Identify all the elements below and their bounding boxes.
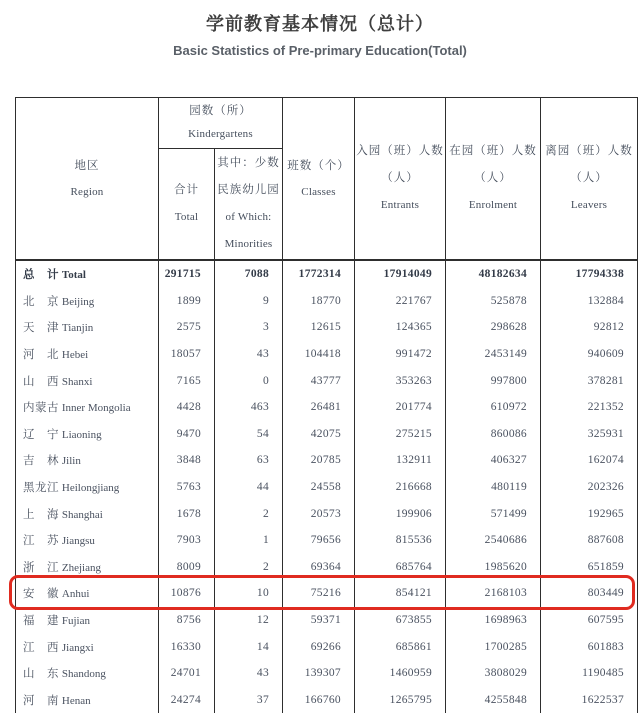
value-cell: 1265795 (355, 687, 446, 713)
value-cell: 24558 (283, 474, 355, 501)
value-cell: 17914049 (355, 260, 446, 288)
statistics-table (15, 97, 638, 713)
value-cell: 8756 (159, 607, 215, 634)
value-cell: 463 (215, 394, 283, 421)
value-cell: 2453149 (446, 341, 541, 368)
region-name-en: Zhejiang (62, 562, 101, 574)
value-cell: 124365 (355, 314, 446, 341)
value-cell: 43777 (283, 367, 355, 394)
region-cell (16, 660, 159, 687)
header-minorities-zh1: 其中：少数 (217, 150, 280, 177)
value-cell: 673855 (355, 607, 446, 634)
value-cell: 12 (215, 607, 283, 634)
value-cell: 1622537 (541, 687, 638, 713)
value-cell: 162074 (541, 447, 638, 474)
value-cell: 201774 (355, 394, 446, 421)
value-cell: 1190485 (541, 660, 638, 687)
table-row (16, 367, 638, 394)
region-cell (16, 580, 159, 607)
header-classes-en: Classes (301, 179, 335, 205)
region-cell (16, 607, 159, 634)
region-cell (16, 527, 159, 554)
value-cell: 4428 (159, 394, 215, 421)
header-minorities (215, 149, 283, 261)
value-cell: 79656 (283, 527, 355, 554)
value-cell: 20785 (283, 447, 355, 474)
table-row (16, 554, 638, 581)
region-cell (16, 367, 159, 394)
value-cell: 18770 (283, 288, 355, 315)
header-classes (283, 98, 355, 261)
statistics-table-wrapper (15, 97, 638, 713)
region-cell (16, 447, 159, 474)
value-cell: 353263 (355, 367, 446, 394)
table-row (16, 580, 638, 607)
value-cell: 221352 (541, 394, 638, 421)
value-cell: 24701 (159, 660, 215, 687)
value-cell: 63 (215, 447, 283, 474)
value-cell: 192965 (541, 500, 638, 527)
value-cell: 1698963 (446, 607, 541, 634)
value-cell: 20573 (283, 500, 355, 527)
value-cell: 607595 (541, 607, 638, 634)
value-cell: 69266 (283, 633, 355, 660)
region-cell (16, 288, 159, 315)
region-name-zh: 浙 江 (23, 562, 59, 574)
region-name-zh: 黑龙江 (23, 482, 59, 494)
region-cell (16, 394, 159, 421)
region-name-en: Henan (62, 695, 91, 707)
header-minorities-en1: of Which: (226, 204, 272, 231)
value-cell: 7088 (215, 260, 283, 288)
value-cell: 202326 (541, 474, 638, 501)
region-name-en: Total (62, 269, 86, 281)
region-name-zh: 山 西 (23, 376, 59, 388)
table-row (16, 421, 638, 448)
value-cell: 132884 (541, 288, 638, 315)
value-cell: 24274 (159, 687, 215, 713)
header-entrants-unit: （人） (381, 165, 419, 192)
region-cell (16, 500, 159, 527)
value-cell: 685764 (355, 554, 446, 581)
value-cell: 2540686 (446, 527, 541, 554)
value-cell: 991472 (355, 341, 446, 368)
value-cell: 1460959 (355, 660, 446, 687)
value-cell: 5763 (159, 474, 215, 501)
value-cell: 18057 (159, 341, 215, 368)
value-cell: 43 (215, 341, 283, 368)
region-cell (16, 341, 159, 368)
header-kindergartens-en: Kindergartens (188, 123, 253, 146)
value-cell: 2575 (159, 314, 215, 341)
region-name-en: Shanghai (62, 509, 103, 521)
header-minorities-en2: Minorities (225, 231, 273, 258)
region-name-en: Liaoning (62, 429, 102, 441)
value-cell: 1700285 (446, 633, 541, 660)
page-subtitle: Basic Statistics of Pre-primary Education(Total) (0, 43, 640, 58)
value-cell: 1899 (159, 288, 215, 315)
value-cell: 3848 (159, 447, 215, 474)
value-cell: 4255848 (446, 687, 541, 713)
value-cell: 378281 (541, 367, 638, 394)
header-total-zh: 合计 (174, 177, 199, 204)
header-leavers-zh: 离园（班）人数 (545, 138, 633, 165)
region-cell (16, 314, 159, 341)
value-cell: 1 (215, 527, 283, 554)
region-cell (16, 474, 159, 501)
value-cell: 7903 (159, 527, 215, 554)
header-enrolment-en: Enrolment (469, 192, 517, 219)
header-region-en: Region (71, 179, 104, 205)
value-cell: 3 (215, 314, 283, 341)
header-kindergartens-group (159, 98, 283, 149)
header-leavers-en: Leavers (571, 192, 607, 219)
region-name-en: Jilin (62, 455, 81, 467)
region-name-zh: 江 西 (23, 642, 59, 654)
page-title: 学前教育基本情况（总计） (0, 10, 640, 36)
value-cell: 2 (215, 554, 283, 581)
header-leavers-unit: （人） (570, 165, 608, 192)
value-cell: 525878 (446, 288, 541, 315)
region-cell (16, 554, 159, 581)
region-name-zh: 辽 宁 (23, 429, 59, 441)
value-cell: 325931 (541, 421, 638, 448)
header-entrants-en: Entrants (381, 192, 419, 219)
table-row (16, 341, 638, 368)
value-cell: 480119 (446, 474, 541, 501)
table-row (16, 687, 638, 713)
table-row (16, 447, 638, 474)
value-cell: 26481 (283, 394, 355, 421)
value-cell: 166760 (283, 687, 355, 713)
value-cell: 12615 (283, 314, 355, 341)
value-cell: 48182634 (446, 260, 541, 288)
table-row (16, 394, 638, 421)
region-name-zh: 福 建 (23, 615, 59, 627)
value-cell: 1985620 (446, 554, 541, 581)
value-cell: 17794338 (541, 260, 638, 288)
region-cell (16, 260, 159, 288)
value-cell: 44 (215, 474, 283, 501)
region-name-zh: 总 计 (23, 269, 59, 281)
value-cell: 2 (215, 500, 283, 527)
value-cell: 9 (215, 288, 283, 315)
region-name-en: Shandong (62, 668, 106, 680)
value-cell: 139307 (283, 660, 355, 687)
value-cell: 10 (215, 580, 283, 607)
region-name-en: Shanxi (62, 376, 93, 388)
header-kindergartens-zh: 园数（所） (189, 100, 252, 123)
region-name-en: Fujian (62, 615, 90, 627)
value-cell: 9470 (159, 421, 215, 448)
region-name-zh: 北 京 (23, 296, 59, 308)
region-name-zh: 河 南 (23, 695, 59, 707)
value-cell: 997800 (446, 367, 541, 394)
value-cell: 887608 (541, 527, 638, 554)
value-cell: 291715 (159, 260, 215, 288)
value-cell: 8009 (159, 554, 215, 581)
value-cell: 601883 (541, 633, 638, 660)
header-enrolment-zh: 在园（班）人数 (449, 138, 537, 165)
value-cell: 854121 (355, 580, 446, 607)
header-minorities-zh2: 民族幼儿园 (217, 177, 280, 204)
header-entrants (355, 98, 446, 261)
value-cell: 7165 (159, 367, 215, 394)
header-entrants-zh: 入园（班）人数 (356, 138, 444, 165)
value-cell: 14 (215, 633, 283, 660)
value-cell: 275215 (355, 421, 446, 448)
value-cell: 92812 (541, 314, 638, 341)
region-cell (16, 421, 159, 448)
region-name-en: Jiangxi (62, 642, 94, 654)
region-name-en: Beijing (62, 296, 94, 308)
region-name-zh: 山 东 (23, 668, 59, 680)
value-cell: 2168103 (446, 580, 541, 607)
value-cell: 69364 (283, 554, 355, 581)
header-classes-zh: 班数（个） (287, 153, 350, 179)
value-cell: 860086 (446, 421, 541, 448)
value-cell: 42075 (283, 421, 355, 448)
header-total-en: Total (175, 204, 198, 231)
region-name-zh: 内蒙古 (23, 402, 59, 414)
value-cell: 199906 (355, 500, 446, 527)
value-cell: 815536 (355, 527, 446, 554)
region-name-zh: 河 北 (23, 349, 59, 361)
value-cell: 3808029 (446, 660, 541, 687)
table-row (16, 314, 638, 341)
value-cell: 221767 (355, 288, 446, 315)
value-cell: 298628 (446, 314, 541, 341)
value-cell: 59371 (283, 607, 355, 634)
table-row (16, 660, 638, 687)
header-enrolment (446, 98, 541, 261)
region-name-en: Heilongjiang (62, 482, 119, 494)
table-row (16, 500, 638, 527)
region-name-en: Tianjin (62, 322, 93, 334)
value-cell: 571499 (446, 500, 541, 527)
table-row (16, 474, 638, 501)
table-header (16, 98, 638, 261)
value-cell: 1678 (159, 500, 215, 527)
header-region (16, 98, 159, 261)
table-row (16, 527, 638, 554)
table-row (16, 260, 638, 288)
value-cell: 685861 (355, 633, 446, 660)
region-name-zh: 天 津 (23, 322, 59, 334)
value-cell: 940609 (541, 341, 638, 368)
region-name-en: Jiangsu (62, 535, 95, 547)
value-cell: 37 (215, 687, 283, 713)
region-cell (16, 633, 159, 660)
value-cell: 0 (215, 367, 283, 394)
value-cell: 132911 (355, 447, 446, 474)
value-cell: 1772314 (283, 260, 355, 288)
value-cell: 406327 (446, 447, 541, 474)
table-row (16, 607, 638, 634)
header-leavers (541, 98, 638, 261)
table-row (16, 288, 638, 315)
table-body (16, 260, 638, 713)
region-name-en: Hebei (62, 349, 88, 361)
header-region-zh: 地区 (75, 153, 100, 179)
value-cell: 10876 (159, 580, 215, 607)
region-name-en: Anhui (62, 588, 90, 600)
value-cell: 651859 (541, 554, 638, 581)
region-cell (16, 687, 159, 713)
region-name-zh: 江 苏 (23, 535, 59, 547)
header-total (159, 149, 215, 261)
value-cell: 43 (215, 660, 283, 687)
value-cell: 104418 (283, 341, 355, 368)
value-cell: 803449 (541, 580, 638, 607)
value-cell: 16330 (159, 633, 215, 660)
region-name-zh: 上 海 (23, 509, 59, 521)
region-name-zh: 吉 林 (23, 455, 59, 467)
header-enrolment-unit: （人） (474, 165, 512, 192)
value-cell: 216668 (355, 474, 446, 501)
region-name-zh: 安 徽 (23, 588, 59, 600)
value-cell: 610972 (446, 394, 541, 421)
region-name-en: Inner Mongolia (62, 402, 131, 414)
value-cell: 75216 (283, 580, 355, 607)
value-cell: 54 (215, 421, 283, 448)
table-row (16, 633, 638, 660)
